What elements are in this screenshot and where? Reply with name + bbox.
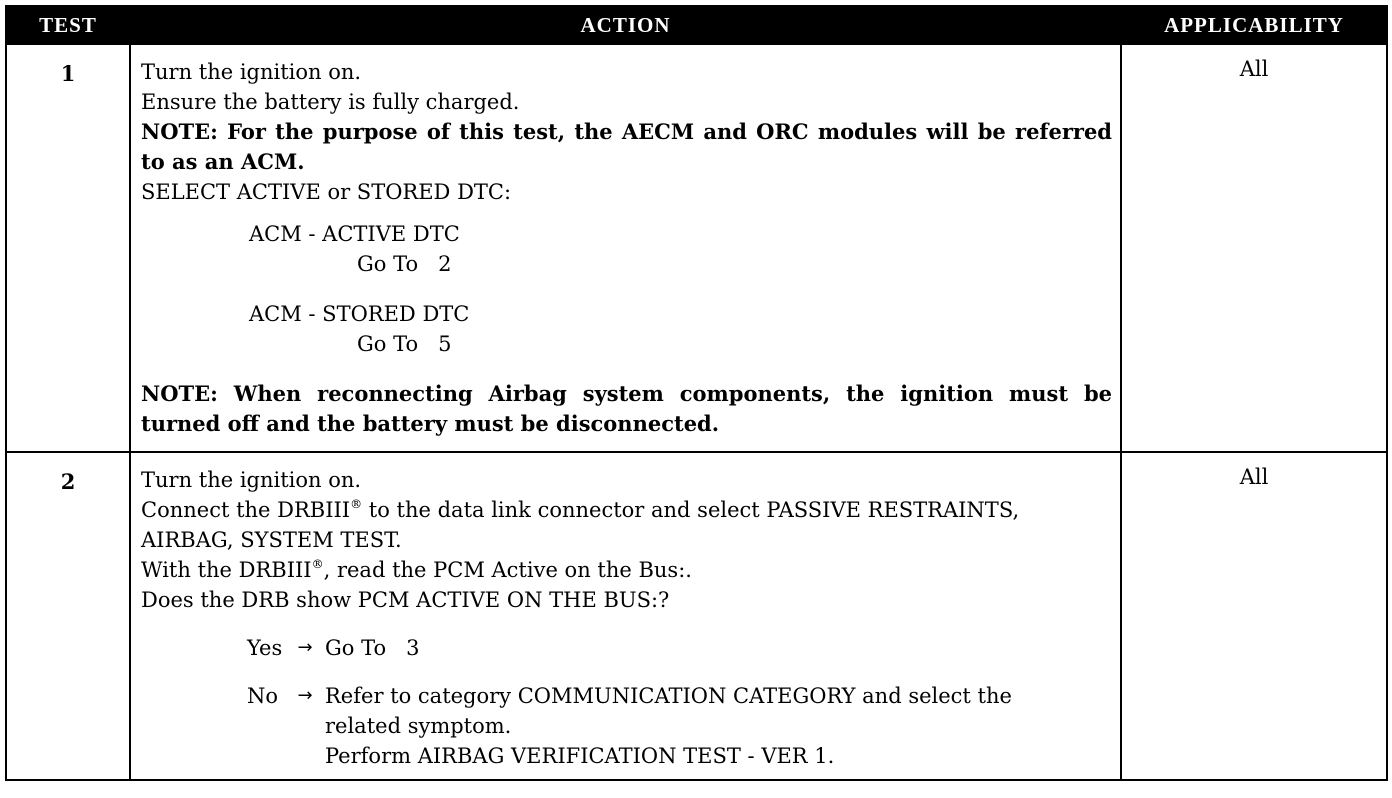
note-text: NOTE: When reconnecting Airbag system components, the ignition must be turned off and the battery must be disconnected.	[141, 381, 1112, 436]
table-header-row	[6, 6, 1387, 44]
header-applicability: APPLICABILITY	[1121, 6, 1387, 44]
test-number: 1	[6, 44, 130, 452]
action-line: Turn the ignition on.	[141, 60, 362, 84]
action-text: , read the PCM Active on the Bus:.	[323, 558, 692, 582]
action-text: to the data link connector and select PASSIVE RESTRAINTS,	[362, 498, 1020, 522]
action-line: SELECT ACTIVE or STORED DTC:	[141, 180, 512, 204]
right-arrow-icon: →	[297, 685, 313, 706]
header-test: TEST	[6, 6, 130, 44]
header-action: ACTION	[130, 6, 1121, 44]
table-row	[6, 452, 1387, 780]
goto-step: Go To 2	[357, 252, 452, 276]
action-line	[141, 555, 1112, 585]
note-text: NOTE: For the purpose of this test, the AECM and ORC modules will be referred to as an ACM.	[141, 119, 1112, 174]
action-line: Turn the ignition on.	[141, 468, 362, 492]
diagnostic-table	[5, 5, 1388, 781]
table-row	[6, 44, 1387, 452]
action-text: With the DRBIII	[141, 558, 312, 582]
yes-result: Go To 3	[325, 636, 420, 660]
right-arrow-icon: →	[297, 637, 313, 658]
registered-mark: ®	[350, 497, 363, 511]
yes-label: Yes	[247, 636, 283, 660]
action-line: Ensure the battery is fully charged.	[141, 90, 520, 114]
goto-step: Go To 5	[357, 332, 452, 356]
yes-option	[141, 633, 1112, 663]
no-label: No	[247, 684, 279, 708]
action-text: Connect the DRBIII	[141, 498, 351, 522]
action-line: AIRBAG, SYSTEM TEST.	[141, 528, 402, 552]
choice-active-dtc: ACM - ACTIVE DTC	[249, 222, 460, 246]
choice-stored-dtc: ACM - STORED DTC	[249, 302, 470, 326]
no-result	[325, 681, 1112, 771]
applicability-cell: All	[1121, 452, 1387, 780]
no-option	[141, 681, 1112, 771]
action-cell	[130, 452, 1121, 780]
applicability-cell: All	[1121, 44, 1387, 452]
no-result-line: Refer to category COMMUNICATION CATEGORY and select the	[325, 684, 1012, 708]
registered-mark: ®	[311, 557, 324, 571]
no-result-line: Perform AIRBAG VERIFICATION TEST - VER 1.	[325, 744, 835, 768]
action-cell	[130, 44, 1121, 452]
no-result-line: related symptom.	[325, 714, 512, 738]
action-line	[141, 495, 1112, 525]
action-line: Does the DRB show PCM ACTIVE ON THE BUS:?	[141, 588, 670, 612]
test-number: 2	[6, 452, 130, 780]
